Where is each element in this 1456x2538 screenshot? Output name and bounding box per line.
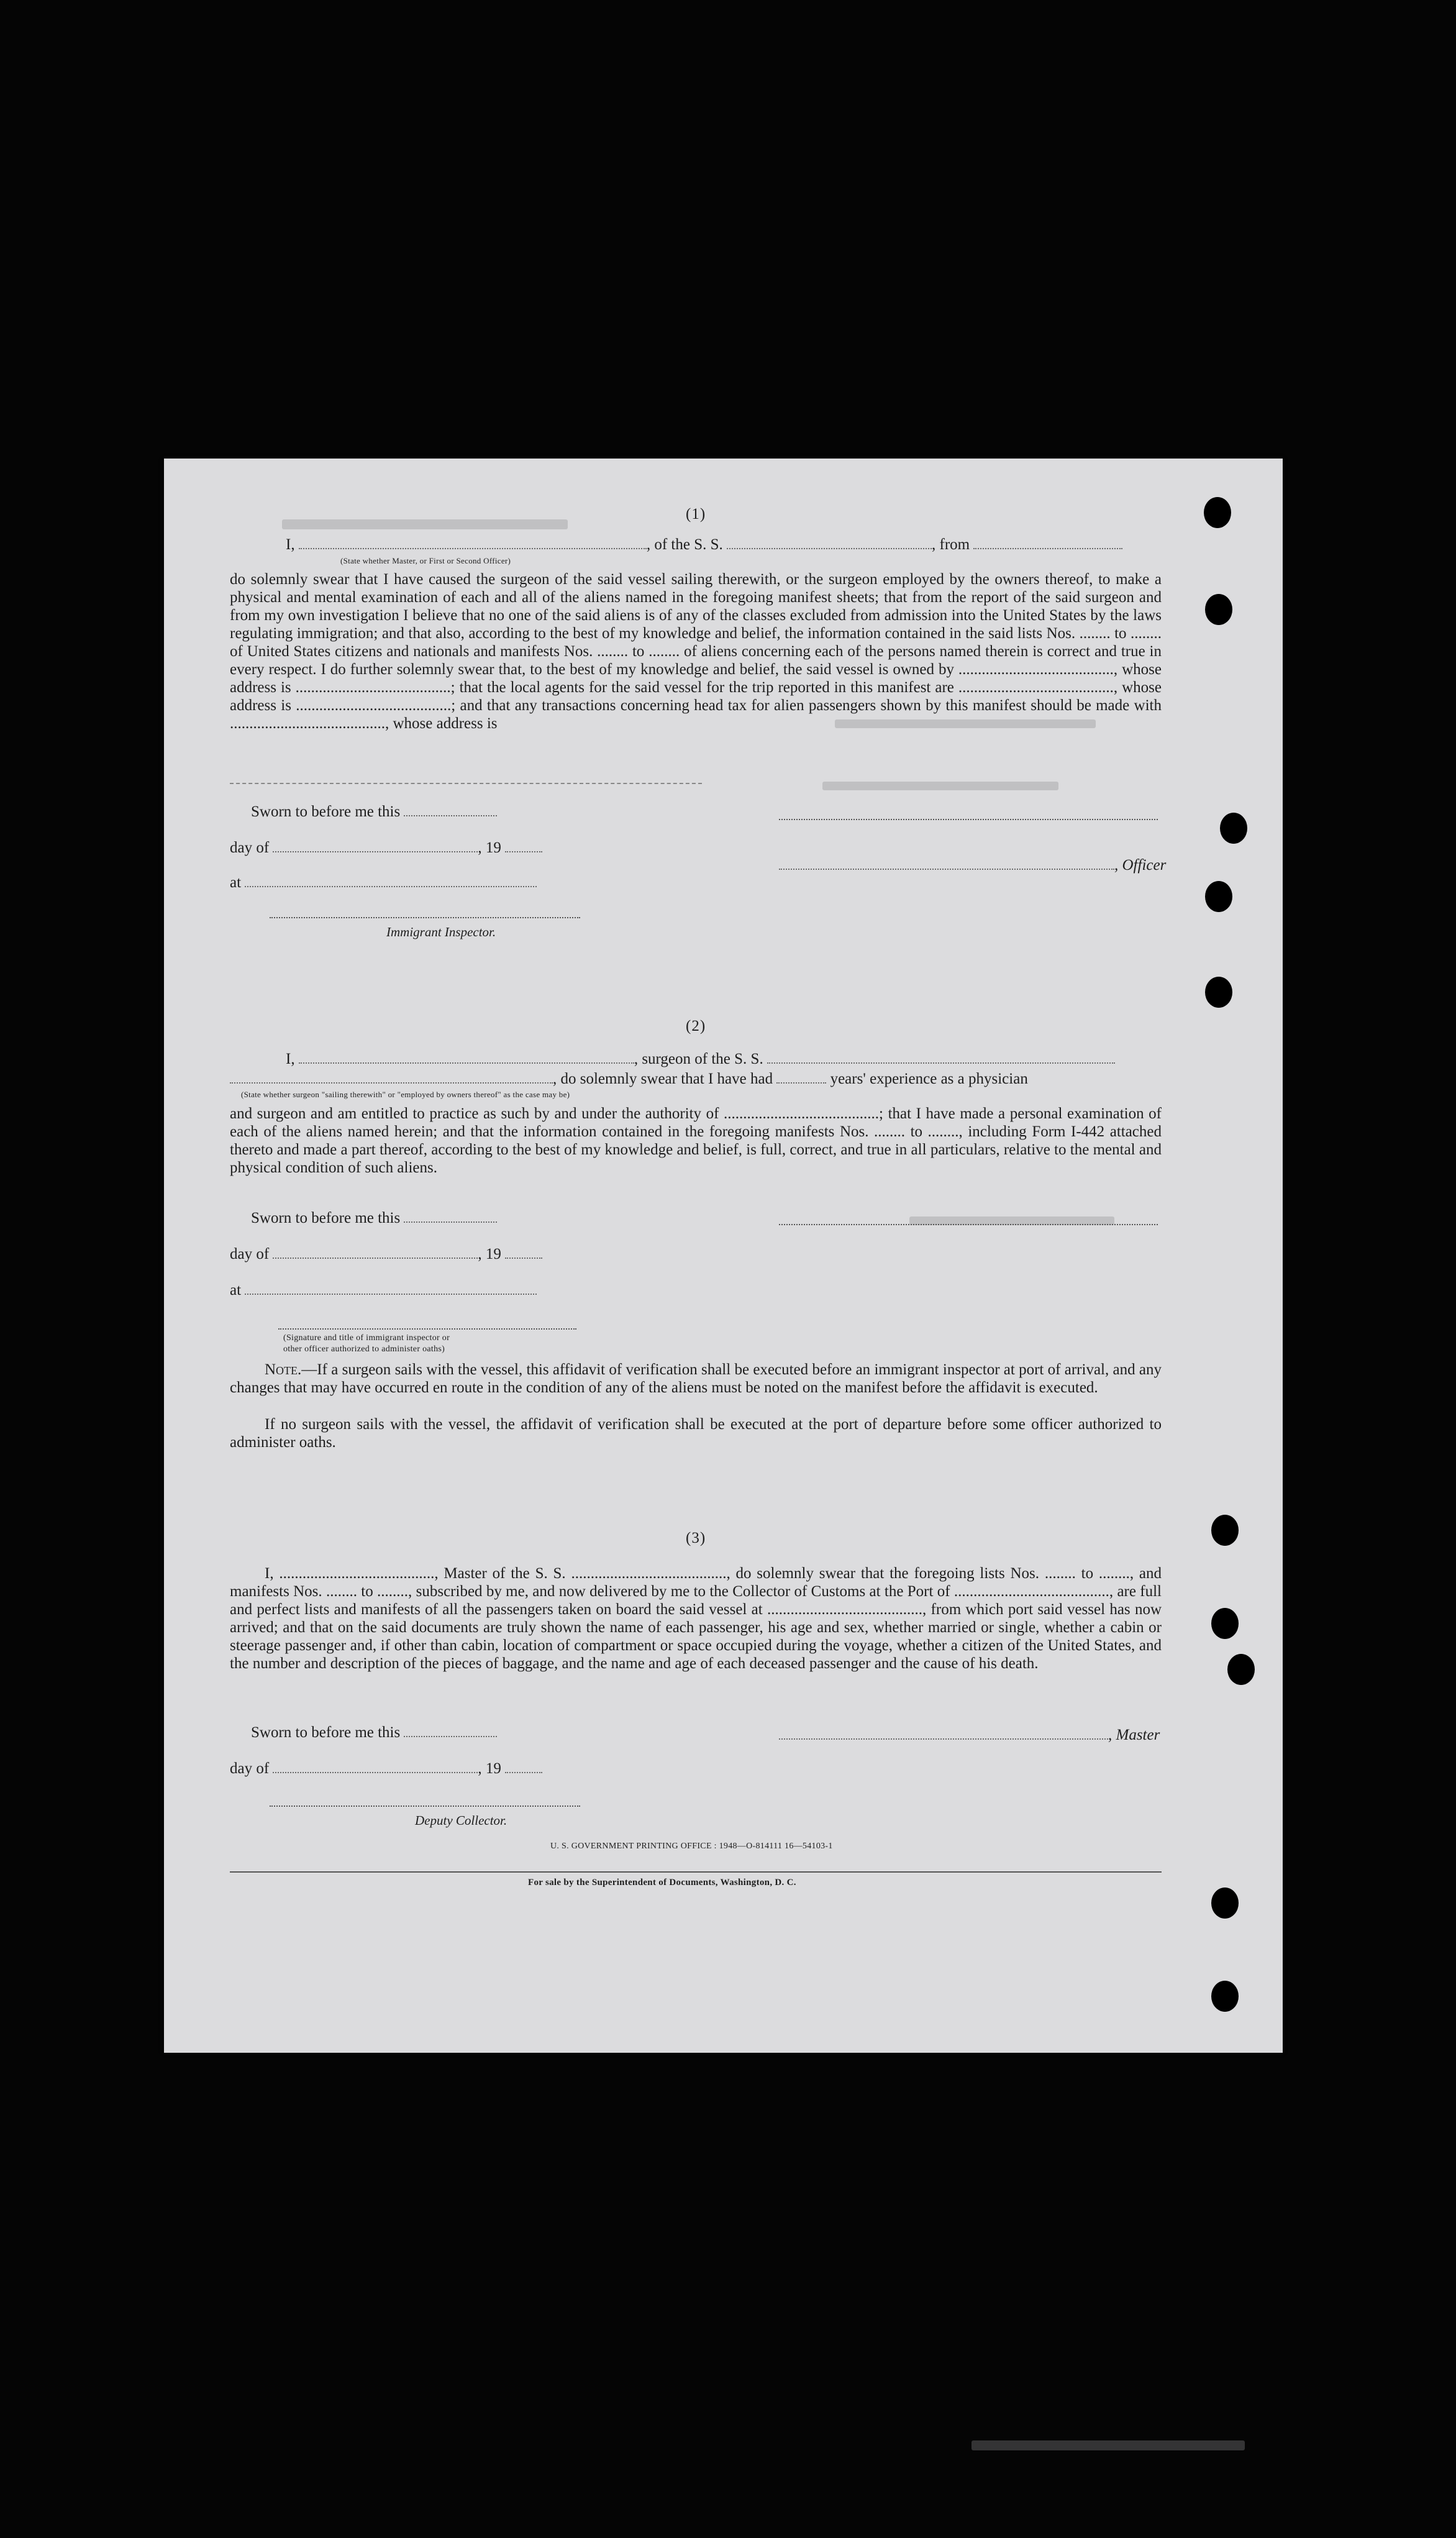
immigrant-inspector-caption: Immigrant Inspector. xyxy=(386,924,496,939)
surgeon-name-field xyxy=(299,1051,634,1064)
section-1-caption: (State whether Master, or First or Second Officer) xyxy=(340,556,511,565)
section-1-officer xyxy=(779,856,1166,875)
experience-label: , do solemnly swear that I have had xyxy=(553,1070,773,1087)
section-3-body: I, ........................................, Master of the S. S. ........................................, do solemnly swear that the foregoing lists Nos. ........ to ........, and manifests Nos. ........ to ........, subscribed by me, and now delivered by me to the Collector of Customs at the Port of ........................................, are full and perfect lists and manifests of all the passengers taken on board the said vessel at ........................................, from which port said vessel has now arrived; and that on the said documents are truly shown the name of each passenger, his age and sex, whether married or single, whether a cabin or steerage passenger and, if other than cabin, location of compartment or space occupied during the voyage, whether a citizen of the United States, and the number and description of the pieces of baggage, and the name and age of each deceased passenger and the cause of his death. xyxy=(230,1565,1162,1672)
note-label: Note. xyxy=(265,1361,302,1378)
surgeon-ship-label: , surgeon of the S. S. xyxy=(634,1051,763,1067)
sworn-label: Sworn to before me this xyxy=(251,1724,401,1741)
sworn-label: Sworn to before me this xyxy=(251,803,401,820)
section-2-header-line xyxy=(286,1050,1115,1069)
note-text: —If a surgeon sails with the vessel, this affidavit of verification shall be executed before an immigrant inspector at port of arrival, and any changes that may have occurred en route in the condition of any of the aliens must be noted on the manifest before the affidavit is executed. xyxy=(230,1361,1162,1396)
officer-signature-line xyxy=(779,819,1158,820)
punch-hole xyxy=(1211,1608,1239,1639)
punch-hole xyxy=(1211,1981,1239,2012)
section-1-body: do solemnly swear that I have caused the surgeon of the said vessel sailing therewith, or the surgeon employed by the owners thereof, to make a physical and mental examination of each and all of the aliens named in the foregoing manifest sheets; that from the report of the said surgeon and from my own investigation I believe that no one of the said aliens is of any of the classes excluded from admission into the United States by the laws regulating immigration; and that also, according to the best of my knowledge and belief, the information contained in the said lists Nos. ........ to ........ of United States citizens and nationals and manifests Nos. ........ to ........ of aliens concerning each of the persons named therein is correct and true in every respect. I do further solemnly swear that, to the best of my knowledge and belief, the said vessel is owned by ........................................, whose address is ........................................; that the local agents for the said vessel for the trip reported in this manifest are ........................................, whose address is ........................................; and that any transactions concerning head tax for alien passengers shown by this manifest should be made with ........................................, whose address is xyxy=(230,571,1162,732)
note-paragraph-2: If no surgeon sails with the vessel, the affidavit of verification shall be executed at the port of departure before some officer authorized to administer oaths. xyxy=(230,1416,1162,1451)
master-label: , Master xyxy=(1108,1727,1160,1743)
at-label: at xyxy=(230,874,242,891)
at-place-field xyxy=(245,875,537,887)
section-3-number: (3) xyxy=(686,1530,706,1546)
section-2-caption: (State whether surgeon "sailing therewith" or "employed by owners thereof" as the case may be) xyxy=(241,1090,570,1099)
section-1-sworn xyxy=(251,803,497,821)
section-2-sworn xyxy=(251,1209,497,1228)
years-field xyxy=(776,1071,826,1084)
section-1-prefix: I, xyxy=(286,536,295,553)
experience-end-label: years' experience as a physician xyxy=(830,1070,1028,1087)
day-month-field xyxy=(273,1246,478,1259)
sworn-date-field xyxy=(404,804,497,816)
deputy-signature-line xyxy=(270,1805,580,1807)
year-label: , 19 xyxy=(478,1760,501,1777)
deputy-collector-caption: Deputy Collector. xyxy=(415,1813,507,1828)
section-1-ship-label: , of the S. S. xyxy=(646,536,723,553)
officer-sign-field xyxy=(779,857,1114,870)
punch-hole xyxy=(1227,1654,1255,1685)
day-month-field xyxy=(273,1761,478,1773)
day-label: day of xyxy=(230,839,270,856)
punch-hole xyxy=(1204,497,1231,528)
ink-smudge xyxy=(282,519,568,529)
section-1-number: (1) xyxy=(686,506,706,523)
section-1-day xyxy=(230,839,542,857)
section-2-line2 xyxy=(230,1070,1028,1089)
section-2-body: and surgeon and am entitled to practice as such by and under the authority of ........................................; that I have made a personal examination of each of the aliens named herein; and that the information contained in the foregoing manifests Nos. ........ to ........, including Form I-442 attached thereto and made a part thereof, according to the best of my knowledge and belief, is full, correct, and true in all particulars, relative to the mental and physical condition of such aliens. xyxy=(230,1105,1162,1176)
at-label: at xyxy=(230,1282,242,1299)
punch-hole xyxy=(1205,977,1232,1008)
surgeon-signature-line xyxy=(779,1224,1158,1225)
section-3-sworn xyxy=(251,1723,497,1742)
year-field xyxy=(505,1761,542,1773)
divider xyxy=(230,783,702,784)
punch-hole xyxy=(1211,1515,1239,1546)
signature-caption-1: (Signature and title of immigrant inspector or xyxy=(283,1333,450,1343)
section-2-prefix: I, xyxy=(286,1051,295,1067)
at-place-field xyxy=(245,1282,537,1295)
day-label: day of xyxy=(230,1246,270,1262)
footer-rule xyxy=(230,1871,1162,1873)
section-2-at xyxy=(230,1281,537,1300)
surgeon-ship-field xyxy=(767,1051,1115,1064)
punch-hole xyxy=(1220,813,1247,844)
section-2-number: (2) xyxy=(686,1018,706,1034)
year-label: , 19 xyxy=(478,839,501,856)
surgeon-status-field xyxy=(230,1071,553,1084)
for-sale-line: For sale by the Superintendent of Documents, Washington, D. C. xyxy=(528,1878,796,1888)
note-paragraph xyxy=(230,1361,1162,1397)
punch-hole xyxy=(1205,594,1232,625)
day-month-field xyxy=(273,840,478,852)
manifest-form-page xyxy=(164,459,1283,2053)
signature-caption-2: other officer authorized to administer oaths) xyxy=(283,1344,445,1354)
year-field xyxy=(505,840,542,852)
ink-smudge xyxy=(822,782,1058,790)
section-3-master xyxy=(779,1726,1160,1745)
officer-name-field xyxy=(299,537,647,549)
punch-hole xyxy=(1205,881,1232,912)
from-port-field xyxy=(973,537,1122,549)
section-1-from-label: , from xyxy=(932,536,970,553)
punch-hole xyxy=(1211,1888,1239,1919)
year-field xyxy=(505,1246,542,1259)
section-1-header-line xyxy=(286,536,1122,554)
section-1-at xyxy=(230,874,537,892)
printing-office-line: U. S. GOVERNMENT PRINTING OFFICE : 1948—O-814111 16—54103-1 xyxy=(550,1842,833,1851)
section-3-day xyxy=(230,1760,542,1778)
signature-title-line xyxy=(278,1328,576,1330)
ship-name-field xyxy=(727,537,932,549)
sworn-date-field xyxy=(404,1210,497,1223)
officer-label: , Officer xyxy=(1114,857,1167,874)
ink-smudge xyxy=(971,2440,1245,2450)
year-label: , 19 xyxy=(478,1246,501,1262)
sworn-label: Sworn to before me this xyxy=(251,1210,401,1226)
day-label: day of xyxy=(230,1760,270,1777)
sworn-date-field xyxy=(404,1725,497,1737)
master-sign-field xyxy=(779,1727,1108,1740)
inspector-signature-line xyxy=(270,917,580,918)
section-2-day xyxy=(230,1245,542,1264)
